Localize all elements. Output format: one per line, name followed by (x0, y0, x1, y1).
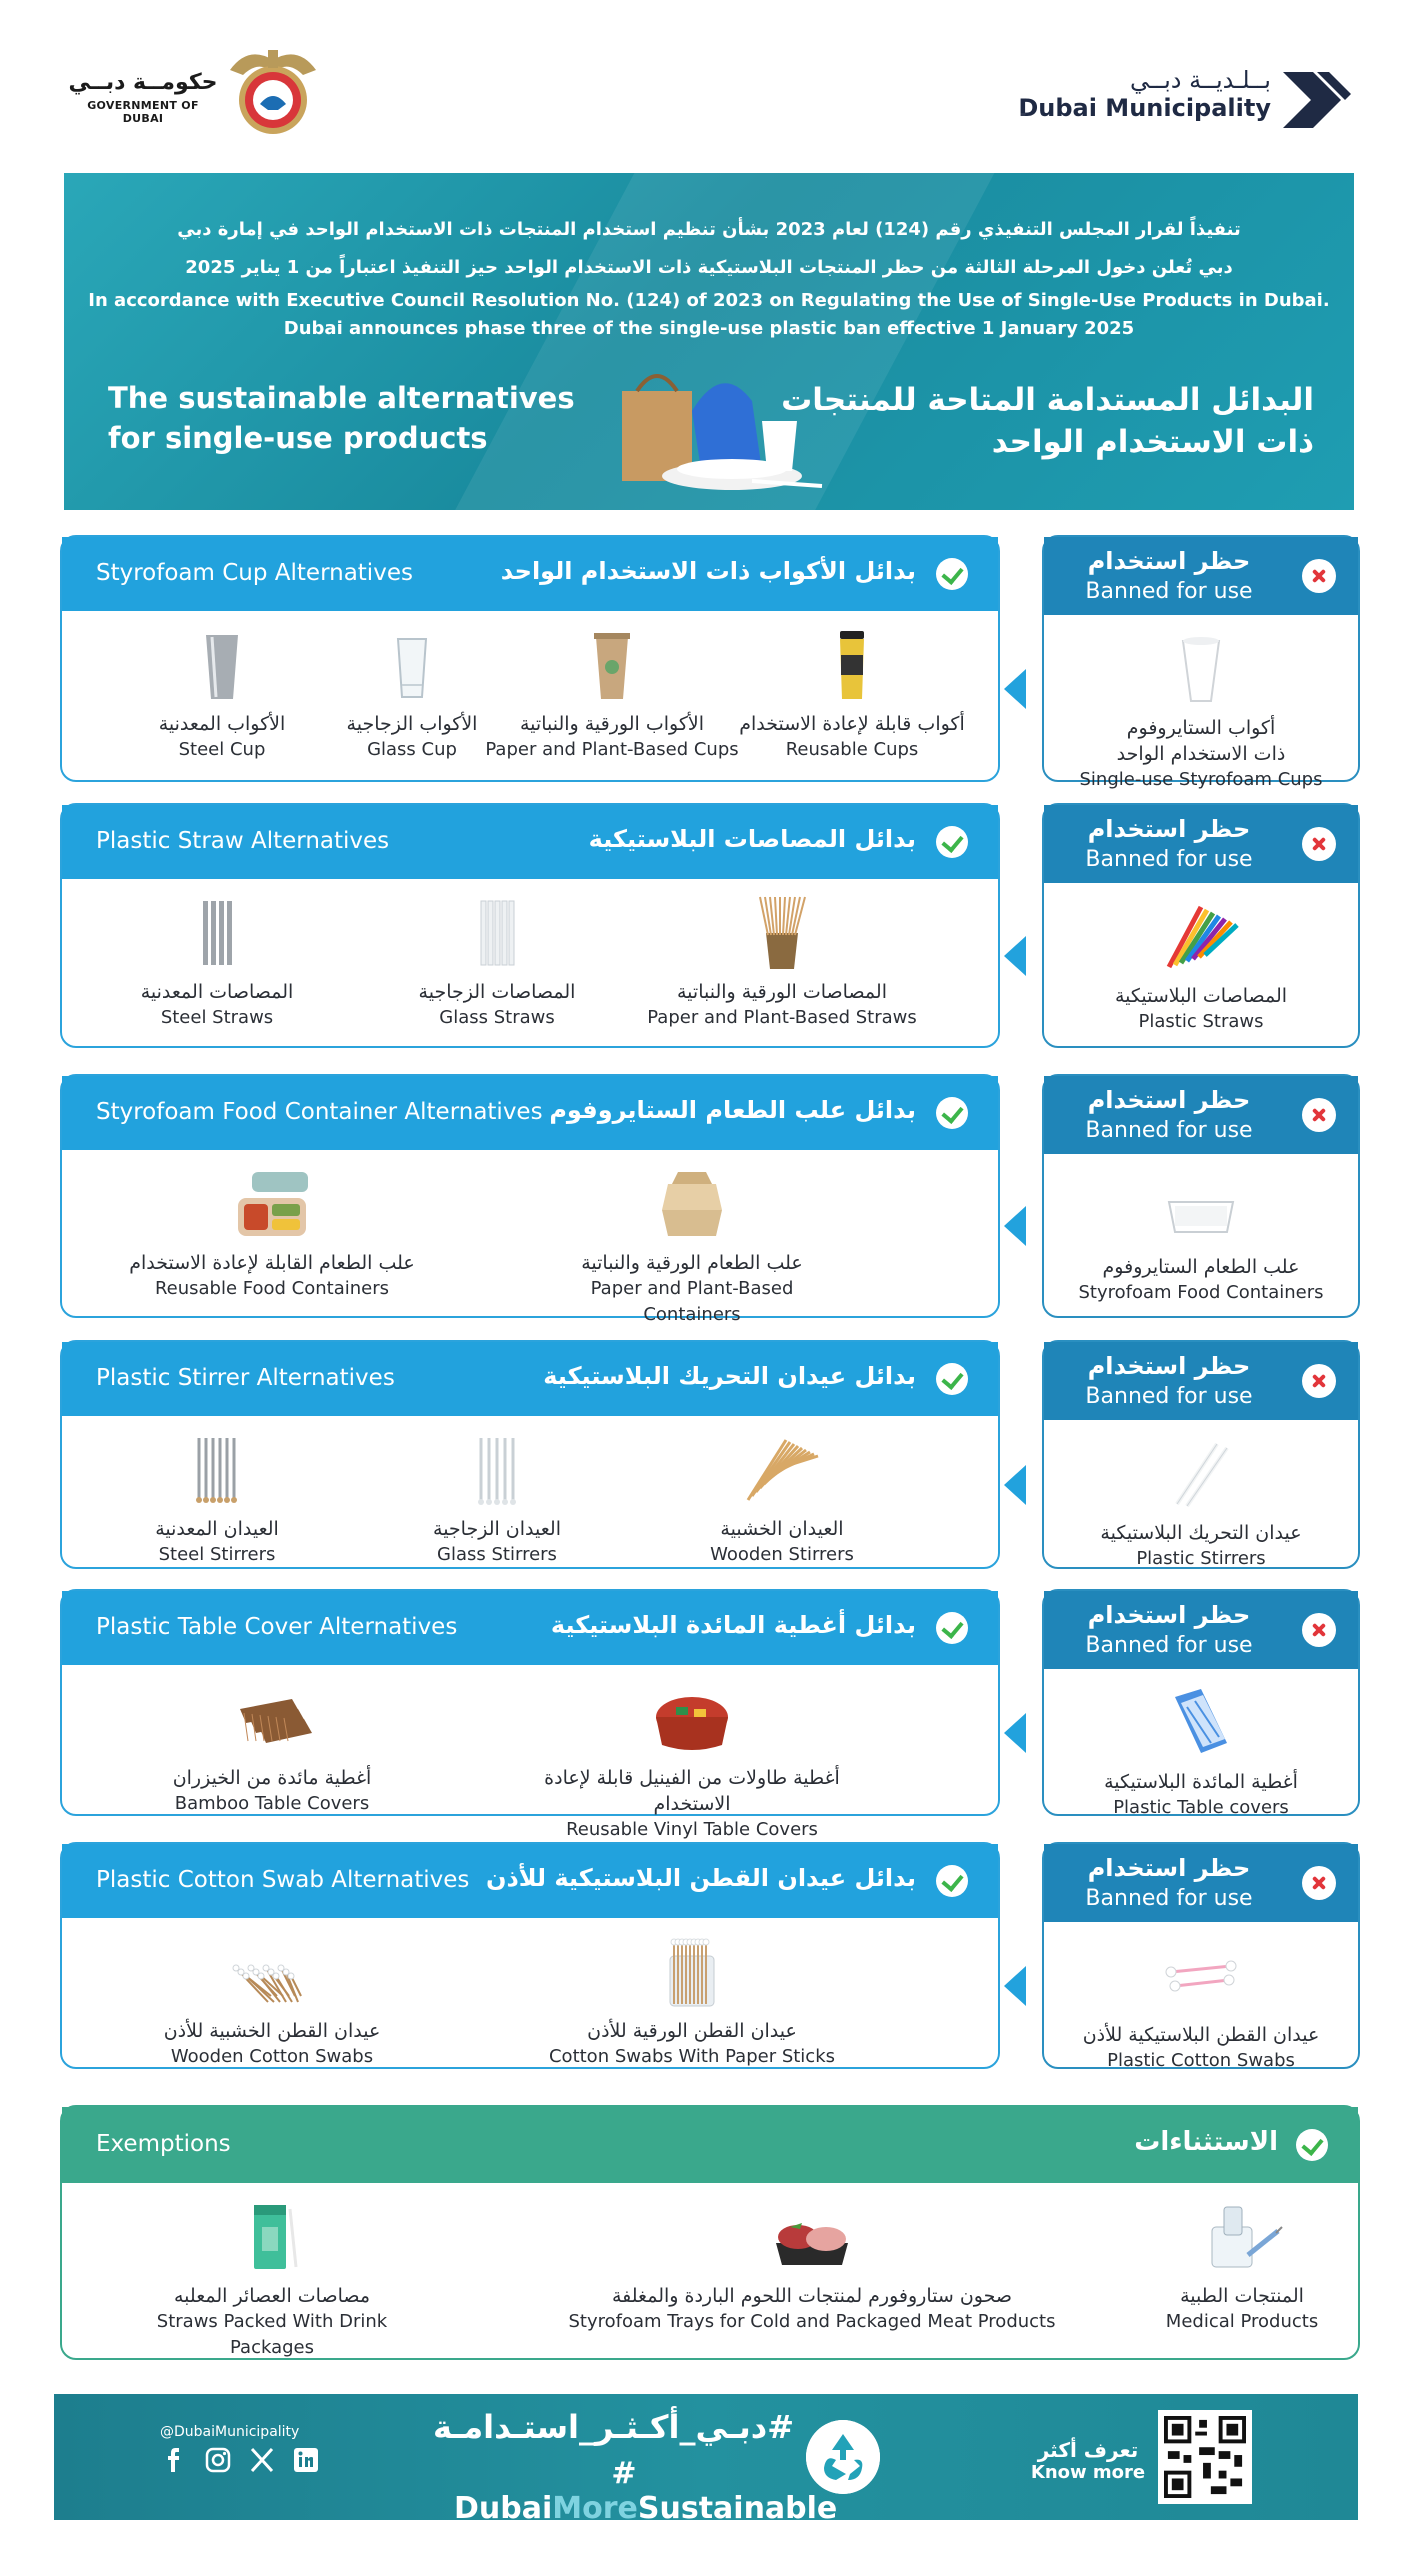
banned-name-en: Plastic Table covers (1113, 1797, 1289, 1818)
exemptions-title-en: Exemptions (96, 2131, 231, 2157)
product-item (122, 1932, 422, 2070)
banned-label-en: Banned for use (1085, 847, 1253, 872)
banned-name-en: Styrofoam Food Containers (1078, 1282, 1324, 1303)
product-name-en: Glass Stirrers (437, 1544, 557, 1565)
product-name-ar: المصاصات المعدنية (140, 981, 294, 1003)
banned-x-icon (1302, 1866, 1336, 1900)
product-name-en: Wooden Cotton Swabs (170, 2046, 374, 2067)
product-name-en: Reusable Cups (785, 739, 919, 760)
banned-label-ar: حظر استخدام (1087, 815, 1251, 843)
product-name-ar: العيدان الخشبية (720, 1518, 844, 1540)
resolution-intro (64, 211, 1354, 343)
alternatives-title-ar: بدائل عيدان التحريك البلاستيكية (543, 1362, 916, 1390)
product-name-ar: المصاصات الزجاجية (418, 981, 576, 1003)
banned-name-en: Plastic Stirrers (1136, 1548, 1266, 1569)
wooden-swabs-icon (232, 1932, 312, 2012)
alternatives-title-en: Plastic Straw Alternatives (96, 828, 390, 854)
product-item (1092, 2197, 1392, 2335)
bamboo-table-cover-icon (232, 1679, 312, 1759)
product-name-ar: عيدان القطن الخشبية للأذن (163, 2020, 381, 2042)
product-row (0, 1589, 1411, 1840)
alternatives-title-ar: بدائل علب الطعام الستايروفوم (549, 1096, 916, 1124)
product-name-ar: المنتجات الطبية (1180, 2285, 1304, 2307)
banned-x-icon (1302, 1098, 1336, 1132)
product-item (542, 1679, 842, 1843)
arrow-left-icon (1004, 669, 1026, 709)
product-name-en: Paper and Plant-Based Cups (485, 739, 739, 760)
styrofoam-container-icon (1161, 1168, 1241, 1248)
alternatives-title-en: Plastic Table Cover Alternatives (96, 1614, 458, 1640)
product-name-en: Steel Straws (160, 1007, 274, 1028)
product-row (0, 535, 1411, 790)
banned-card (1042, 535, 1360, 790)
intro-en-line-2: Dubai announces phase three of the single-use plastic ban effective 1 January 2025 (283, 318, 1135, 339)
alternatives-card (60, 1842, 1000, 2069)
banned-product (1044, 1168, 1358, 1306)
dubai-municipality-logo (1011, 60, 1351, 140)
check-icon (936, 826, 968, 858)
glass-straws-icon (457, 893, 537, 973)
product-name-en: Cotton Swabs With Paper Sticks (548, 2046, 835, 2067)
paper-cup-icon (572, 625, 652, 705)
banned-product (1044, 1434, 1358, 1572)
product-name-en: Wooden Stirrers (710, 1544, 854, 1565)
reusable-container-icon (232, 1164, 312, 1244)
arrow-left-icon (1004, 1206, 1026, 1246)
product-name-ar: الأكواب المعدنية (158, 713, 286, 735)
product-name-ar: صحون ستاروفورم لمنتجات اللحوم الباردة والمغلفة (611, 2285, 1013, 2307)
product-name-ar: مصاصات العصائر المعلبه (173, 2285, 371, 2307)
steel-straws-icon (177, 893, 257, 973)
banned-label-ar: حظر استخدام (1087, 1601, 1251, 1629)
banned-card (1042, 1589, 1360, 1816)
banned-label-en: Banned for use (1085, 579, 1253, 604)
check-icon (1296, 2129, 1328, 2161)
steel-cup-icon (182, 625, 262, 705)
banned-label-en: Banned for use (1085, 1384, 1253, 1409)
alternatives-card (60, 535, 1000, 782)
product-item (347, 1430, 647, 1568)
alternatives-title-ar: بدائل المصاصات البلاستيكية (588, 825, 916, 853)
product-item (542, 2197, 1082, 2335)
steel-stirrers-icon (177, 1430, 257, 1510)
product-name-en: Styrofoam Trays for Cold and Packaged Meat Products (568, 2311, 1056, 2332)
banned-product (1044, 1683, 1358, 1821)
plastic-stirrers-icon (1161, 1434, 1241, 1514)
product-name-ar: المصاصات الورقية والنباتية (677, 981, 887, 1003)
recycle-icon (806, 2420, 880, 2494)
alternatives-card (60, 1340, 1000, 1569)
check-icon (936, 1612, 968, 1644)
product-name-en: Steel Cup (178, 739, 266, 760)
banned-x-icon (1302, 827, 1336, 861)
paper-swabs-icon (652, 1932, 732, 2012)
product-name-en: Glass Cup (367, 739, 457, 760)
wooden-stirrers-icon (742, 1430, 822, 1510)
product-name-ar: علب الطعام القابلة لإعادة الاستخدام (129, 1252, 415, 1274)
banned-header (1044, 1342, 1358, 1420)
alternatives-header (62, 1342, 998, 1416)
product-item (122, 1164, 422, 1302)
banned-product (1044, 1936, 1358, 2074)
banned-product (1044, 629, 1358, 793)
banned-label-ar: حظر استخدام (1087, 1854, 1251, 1882)
qr-code-icon (1164, 2416, 1246, 2498)
banned-x-icon (1302, 1364, 1336, 1398)
exemptions-title-ar: الاستثناءات (1134, 2127, 1278, 2157)
styrofoam-cup-icon (1161, 629, 1241, 709)
product-name-en: Reusable Vinyl Table Covers (566, 1819, 818, 1840)
banned-header (1044, 1591, 1358, 1669)
product-name-ar: علب الطعام الورقية والنباتية (581, 1252, 803, 1274)
gov-name-en: GOVERNMENT OF DUBAI (87, 99, 199, 125)
banned-x-icon (1302, 1613, 1336, 1647)
social-handle[interactable]: @DubaiMunicipality (160, 2424, 300, 2440)
product-item (67, 1430, 367, 1568)
alternatives-header (62, 1591, 998, 1665)
vinyl-table-cover-icon (652, 1679, 732, 1759)
product-item (542, 1164, 842, 1328)
product-item (542, 1932, 842, 2070)
product-row (0, 1842, 1411, 2077)
alternatives-header (62, 1076, 998, 1150)
product-name-ar: الأكواب الورقية والنباتية (520, 713, 704, 735)
plastic-table-cover-icon (1161, 1683, 1241, 1763)
product-name-en: Bamboo Table Covers (174, 1793, 370, 1814)
medical-products-icon (1202, 2197, 1282, 2277)
product-item (632, 1430, 932, 1568)
product-name-en: Reusable Food Containers (154, 1278, 390, 1299)
alternatives-title-en: Plastic Stirrer Alternatives (96, 1365, 395, 1391)
alternatives-card (60, 1074, 1000, 1325)
product-name-en: Straws Packed With Drink Packages (156, 2311, 388, 2358)
glass-stirrers-icon (457, 1430, 537, 1510)
alternatives-title-ar: بدائل الأكواب ذات الاستخدام الواحد (500, 557, 916, 585)
banned-card (1042, 803, 1360, 1048)
banned-label-ar: حظر استخدام (1087, 547, 1251, 575)
product-item (632, 893, 932, 1031)
product-name-en: Paper and Plant-Based Containers (590, 1278, 794, 1325)
banned-label-en: Banned for use (1085, 1118, 1253, 1143)
product-name-en: Steel Stirrers (158, 1544, 276, 1565)
banned-header (1044, 805, 1358, 883)
product-name-ar: العيدان الزجاجية (433, 1518, 561, 1540)
hashtag-en: # DubaiMoreSustainable (454, 2456, 838, 2526)
government-of-dubai-logo (68, 40, 338, 150)
alternatives-title-en: Styrofoam Cup Alternatives (96, 560, 413, 586)
product-name-ar: أغطية مائدة من الخيزران (172, 1767, 372, 1789)
alternatives-title-ar: بدائل أغطية المائدة البلاستيكية (550, 1611, 916, 1639)
glass-cup-icon (372, 625, 452, 705)
intro-ar-line-2: دبي تُعلن دخول المرحلة الثالثة من حظر المنتجات البلاستيكية ذات الاستخدام الواحد حيز التنفيذ اعتباراً من 1 يناير 2025 (185, 257, 1233, 278)
product-name-ar: أغطية طاولات من الفينيل قابلة لإعادة الاستخدام (544, 1767, 840, 1815)
banned-label-ar: حظر استخدام (1087, 1086, 1251, 1114)
product-item (67, 893, 367, 1031)
product-row (0, 803, 1411, 1056)
product-item (122, 1679, 422, 1817)
gov-name-ar: حكومــة دبــي (68, 70, 218, 95)
check-icon (936, 1363, 968, 1395)
banned-card (1042, 1842, 1360, 2069)
banned-header (1044, 1844, 1358, 1922)
product-name-en: Glass Straws (439, 1007, 555, 1028)
product-item (122, 2197, 422, 2361)
hero-banner (64, 173, 1354, 510)
product-row (0, 1340, 1411, 1577)
qr-code[interactable] (1158, 2410, 1252, 2504)
single-use-products-illustration (612, 351, 912, 501)
arrow-left-icon (1004, 1966, 1026, 2006)
intro-ar-line-1: تنفيذاً لقرار المجلس التنفيذي رقم (124) لعام 2023 بشأن تنظيم استخدام المنتجات ذات الاستخدام الواحد في إمارة دبي (177, 219, 1241, 240)
arrow-left-icon (1004, 936, 1026, 976)
plastic-straws-icon (1161, 897, 1241, 977)
banned-header (1044, 1076, 1358, 1154)
x-icon[interactable] (248, 2446, 276, 2474)
product-item (347, 893, 647, 1031)
banned-header (1044, 537, 1358, 615)
alternatives-header (62, 805, 998, 879)
banned-card (1042, 1340, 1360, 1569)
product-name-en: Paper and Plant-Based Straws (647, 1007, 917, 1028)
dm-chevron-icon (1283, 72, 1351, 128)
product-row (0, 1074, 1411, 1326)
banned-card (1042, 1074, 1360, 1318)
product-name-ar: الأكواب الزجاجية (346, 713, 478, 735)
check-icon (936, 1097, 968, 1129)
arrow-left-icon (1004, 1713, 1026, 1753)
reusable-cup-icon (812, 625, 892, 705)
banned-name-ar: عيدان القطن البلاستيكية للأذن (1082, 2024, 1320, 2046)
alternatives-header (62, 1844, 998, 1918)
banned-x-icon (1302, 559, 1336, 593)
instagram-icon[interactable] (204, 2446, 232, 2474)
banned-name-ar: علب الطعام الستايروفوم (1102, 1256, 1300, 1278)
check-icon (936, 1865, 968, 1897)
banned-name-ar: المصاصات البلاستيكية (1114, 985, 1288, 1007)
banned-name-en: Single-use Styrofoam Cups (1079, 769, 1323, 790)
banned-label-ar: حظر استخدام (1087, 1352, 1251, 1380)
plastic-swabs-icon (1161, 1936, 1241, 2016)
juice-straw-icon (232, 2197, 312, 2277)
banned-label-en: Banned for use (1085, 1886, 1253, 1911)
intro-en-line-1: In accordance with Executive Council Resolution No. (124) of 2023 on Regulating the Use of Single-Use Products in Dubai. (88, 290, 1330, 311)
dm-name-en: Dubai Municipality (1018, 94, 1271, 122)
banned-name-en: Plastic Cotton Swabs (1107, 2050, 1295, 2071)
product-name-ar: العيدان المعدنية (155, 1518, 279, 1540)
product-name-ar: أكواب قابلة لإعادة الاستخدام (739, 713, 965, 735)
arrow-left-icon (1004, 1465, 1026, 1505)
banned-name-en: Plastic Straws (1138, 1011, 1264, 1032)
footer-bar (54, 2394, 1358, 2526)
banned-name-ar: أكواب الستايروفوم (1126, 717, 1276, 739)
check-icon (936, 558, 968, 590)
dm-name-ar: بــلـديــة دبــي (1130, 66, 1271, 94)
hero-title-en: The sustainable alternatives for single-use products (108, 381, 575, 455)
know-more-link[interactable]: تعرف أكثر Know more (1030, 2438, 1146, 2483)
alternatives-title-en: Styrofoam Food Container Alternatives (96, 1099, 543, 1125)
dubai-emblem-icon (218, 40, 328, 150)
meat-tray-icon (772, 2197, 852, 2277)
hashtag-ar: #دبـي_أكـثـر_استـدامـة (432, 2408, 794, 2446)
alternatives-title-en: Plastic Cotton Swab Alternatives (96, 1867, 470, 1893)
banned-product (1044, 897, 1358, 1035)
banned-label-en: Banned for use (1085, 1633, 1253, 1658)
product-name-en: Medical Products (1165, 2311, 1319, 2332)
paper-straws-icon (742, 893, 822, 973)
alternatives-title-ar: بدائل عيدان القطن البلاستيكية للأذن (485, 1864, 916, 1892)
product-item (72, 625, 372, 763)
hero-title-ar: البدائل المستدامة المتاحة للمنتجات ذات الاستخدام الواحد (781, 382, 1314, 460)
exemptions-header (62, 2107, 1358, 2183)
banned-name-ar: أغطية المائدة البلاستيكية (1104, 1771, 1298, 1793)
banned-name-ar: عيدان التحريك البلاستيكية (1100, 1522, 1302, 1544)
alternatives-header (62, 537, 998, 611)
product-name-ar: عيدان القطن الورقية للأذن (587, 2020, 797, 2042)
banned-name-ar-2: ذات الاستخدام الواحد (1116, 743, 1286, 765)
alternatives-card (60, 803, 1000, 1048)
linkedin-icon[interactable] (292, 2446, 320, 2474)
paper-container-icon (652, 1164, 732, 1244)
alternatives-card (60, 1589, 1000, 1840)
facebook-icon[interactable] (160, 2446, 188, 2474)
social-links (160, 2446, 320, 2474)
exemptions-card (60, 2105, 1360, 2360)
